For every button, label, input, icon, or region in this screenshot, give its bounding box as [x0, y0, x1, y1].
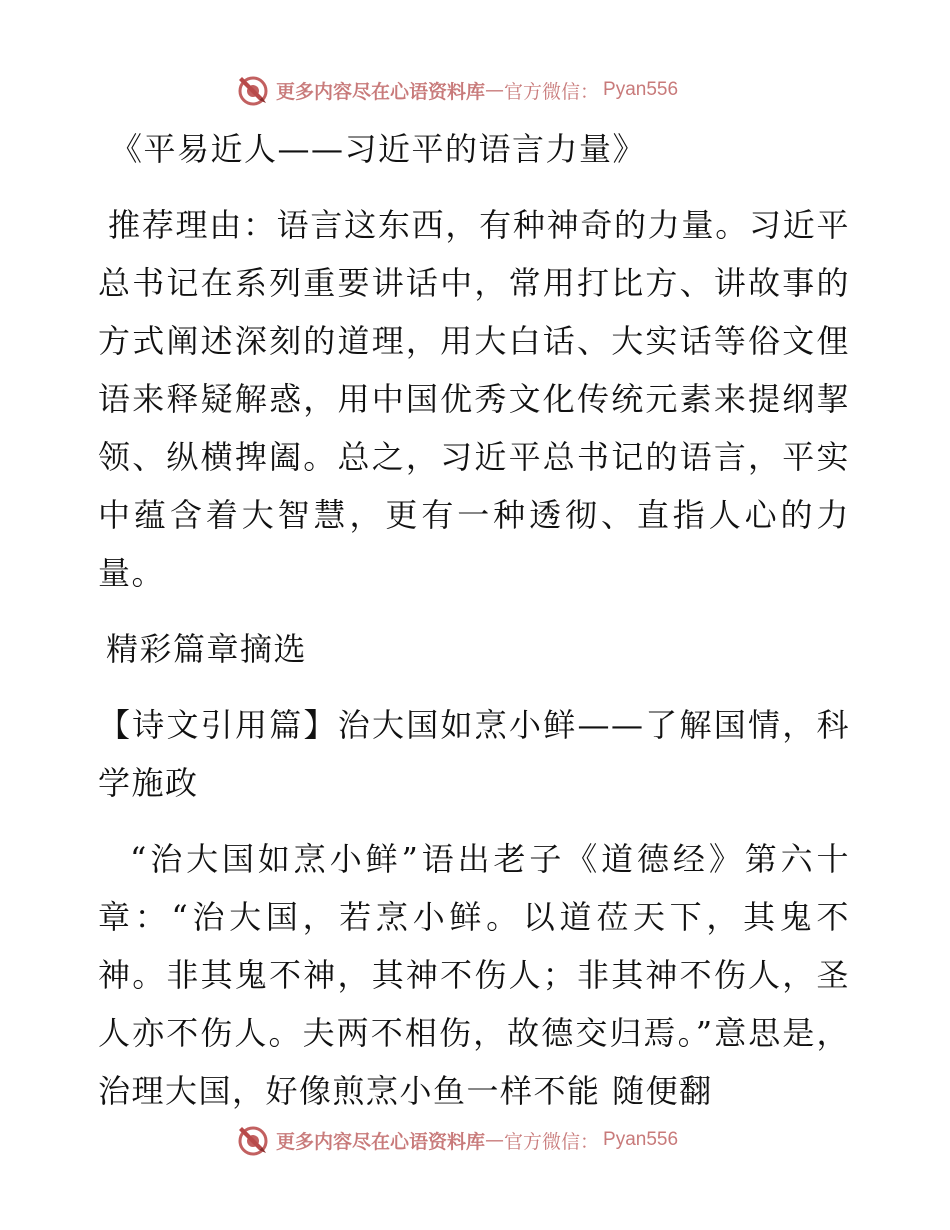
watermark-colon: ： — [580, 80, 600, 103]
watermark-dash: — — [485, 79, 505, 101]
footer-watermark — [236, 1122, 678, 1158]
document-title: 《平易近人——习近平的语言力量》 — [110, 130, 647, 168]
watermark-label: 官方微信 — [504, 80, 581, 103]
watermark-text: 更多内容尽在心语资料库 — [276, 80, 486, 103]
watermark-wechat-id: Pyan556 — [603, 79, 679, 100]
watermark-wechat-id: Pyan556 — [603, 1129, 679, 1150]
pen-seal-icon — [236, 73, 270, 107]
recommendation-paragraph: 推荐理由：语言这东西，有种神奇的力量。习近平总书记在系列重要讲话中，常用打比方、讲故事的方式阐述深刻的道理，用大白话、大实话等俗文俚语来释疑解惑，用中国优秀文化传统元素来提纲挈领、纵横捭阖。总之，习近平总书记的语言，平实中蕴含着大智慧，更有一种透彻、直指人心的力量。 — [98, 206, 850, 592]
watermark-label: 官方微信 — [504, 1130, 581, 1153]
watermark-text: 更多内容尽在心语资料库 — [276, 1130, 486, 1153]
body-paragraph: “治大国如烹小鲜”语出老子《道德经》第六十章：“治大国，若烹小鲜。以道莅天下，其鬼不神。非其鬼不神，其神不伤人；非其神不伤人，圣人亦不伤人。夫两不相伤，故德交归焉。”意思是，治理大国，好像煎烹小鱼一样不能 随便翻 — [98, 840, 850, 1110]
excerpt-heading: 精彩篇章摘选 — [106, 630, 308, 668]
watermark-dash: — — [485, 1129, 505, 1151]
section-title: 【诗文引用篇】治大国如烹小鲜——了解国情，科学施政 — [98, 706, 850, 802]
header-watermark — [236, 72, 678, 108]
watermark-colon: ： — [580, 1130, 600, 1153]
pen-seal-icon — [236, 1123, 270, 1157]
document-body — [98, 120, 850, 1120]
